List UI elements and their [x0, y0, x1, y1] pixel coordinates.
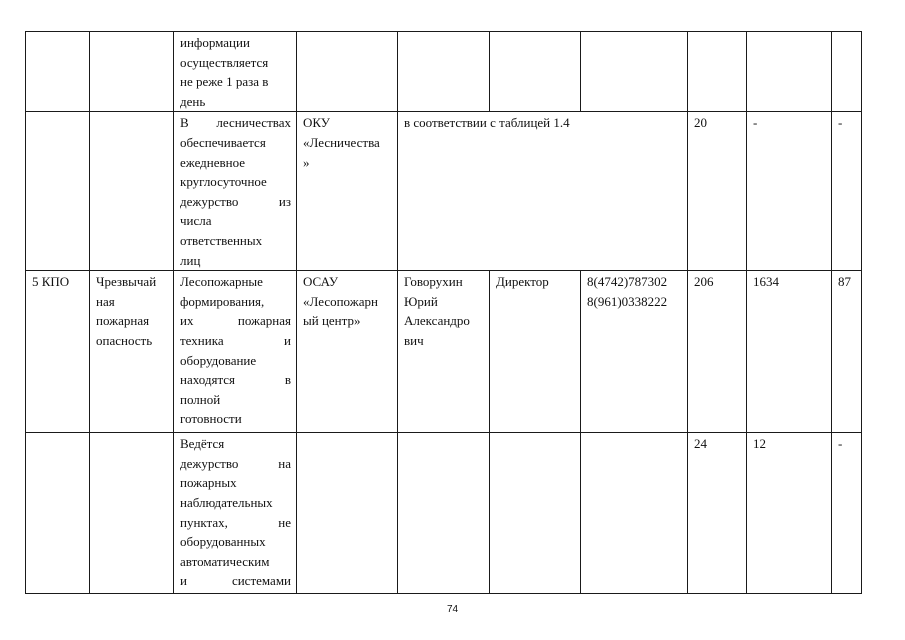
cell-line: информации — [180, 35, 250, 50]
table-cell — [747, 32, 832, 112]
table-row — [26, 32, 862, 112]
cell-line: оборудование — [180, 352, 257, 368]
cell-line: Ведётся — [180, 436, 225, 452]
cell-line: ежедневное — [180, 154, 246, 170]
cell-line: Чрезвычай — [96, 274, 157, 290]
count-cell: 12 — [747, 433, 832, 594]
table-cell — [832, 32, 862, 112]
cell-line: 8(961)0338222 — [587, 293, 668, 309]
table-cell — [26, 433, 90, 594]
table-cell — [398, 433, 490, 594]
count-cell: 24 — [688, 433, 747, 594]
cell-line: находятся в — [180, 372, 291, 388]
danger-class-cell — [90, 271, 174, 433]
organization-cell — [297, 112, 398, 271]
cell-line: осуществляется — [180, 54, 269, 70]
cell-line: Лесопожарные — [180, 274, 263, 290]
cell-line: и системами — [180, 573, 291, 589]
count-cell: 1634 — [747, 271, 832, 433]
measure-cell — [174, 112, 297, 271]
table-cell — [297, 32, 398, 112]
table-cell — [90, 112, 174, 271]
cell-line: В лесничествах — [180, 115, 291, 131]
cell-line: Юрий — [404, 293, 438, 309]
cell-line: «Лесничества — [303, 134, 380, 150]
cell-line: дежурство из — [180, 193, 291, 209]
table-row — [26, 112, 862, 271]
count-cell: - — [832, 112, 862, 271]
cell-line: 8(4742)787302 — [587, 274, 668, 290]
merged-reference-cell: в соответствии с таблицей 1.4 — [398, 112, 688, 271]
cell-line: не реже 1 раза в — [180, 74, 269, 90]
table-cell — [26, 32, 90, 112]
cell-line: лиц — [180, 252, 201, 268]
table-cell — [297, 433, 398, 594]
cell-line: ная — [96, 293, 115, 309]
cell-line: вич — [404, 332, 424, 348]
cell-line: готовности — [180, 411, 242, 427]
level-cell: 5 КПО — [26, 271, 90, 433]
cell-line: «Лесопожарн — [303, 293, 378, 309]
count-cell: 206 — [688, 271, 747, 433]
cell-line: день — [180, 93, 206, 109]
table-cell — [581, 32, 688, 112]
position-cell: Директор — [490, 271, 581, 433]
fire-danger-table — [25, 31, 862, 594]
cell-line: ый центр» — [303, 313, 361, 329]
cell-line: автоматическим — [180, 553, 270, 569]
cell-line: техника и — [180, 332, 291, 348]
cell-line: » — [303, 154, 310, 170]
cell-line: обеспечивается — [180, 134, 266, 150]
responsible-person-cell — [398, 271, 490, 433]
cell-line: пунктах, не — [180, 514, 291, 530]
cell-line: формирования, — [180, 293, 265, 309]
cell-line: Говорухин — [404, 274, 463, 290]
measure-cell — [174, 271, 297, 433]
cell-line: ответственных — [180, 232, 263, 248]
table-cell — [398, 32, 490, 112]
cell-line: опасность — [96, 332, 153, 348]
cell-line: круглосуточное — [180, 174, 267, 190]
organization-cell — [297, 271, 398, 433]
table-cell — [581, 433, 688, 594]
cell-line: пожарных — [180, 475, 237, 491]
cell-line: ОСАУ — [303, 274, 339, 290]
cell-line: пожарная — [96, 313, 150, 329]
count-cell: 87 — [832, 271, 862, 433]
measure-cell — [174, 32, 297, 112]
table-cell — [26, 112, 90, 271]
measure-cell — [174, 433, 297, 594]
table-cell — [688, 32, 747, 112]
count-cell: - — [747, 112, 832, 271]
cell-line: Александро — [404, 313, 470, 329]
page-number: 74 — [446, 604, 459, 615]
count-cell: - — [832, 433, 862, 594]
cell-line: дежурство на — [180, 455, 291, 471]
cell-line: их пожарная — [180, 313, 291, 329]
table-cell — [90, 433, 174, 594]
table-cell — [490, 433, 581, 594]
cell-line: полной — [180, 391, 221, 407]
cell-line: ОКУ — [303, 115, 331, 131]
count-cell: 20 — [688, 112, 747, 271]
cell-line: наблюдательных — [180, 494, 273, 510]
table-row — [26, 433, 862, 594]
table-cell — [490, 32, 581, 112]
table-cell — [90, 32, 174, 112]
cell-line: числа — [180, 213, 212, 229]
table-row — [26, 271, 862, 433]
phone-cell — [581, 271, 688, 433]
cell-line: оборудованных — [180, 534, 266, 550]
